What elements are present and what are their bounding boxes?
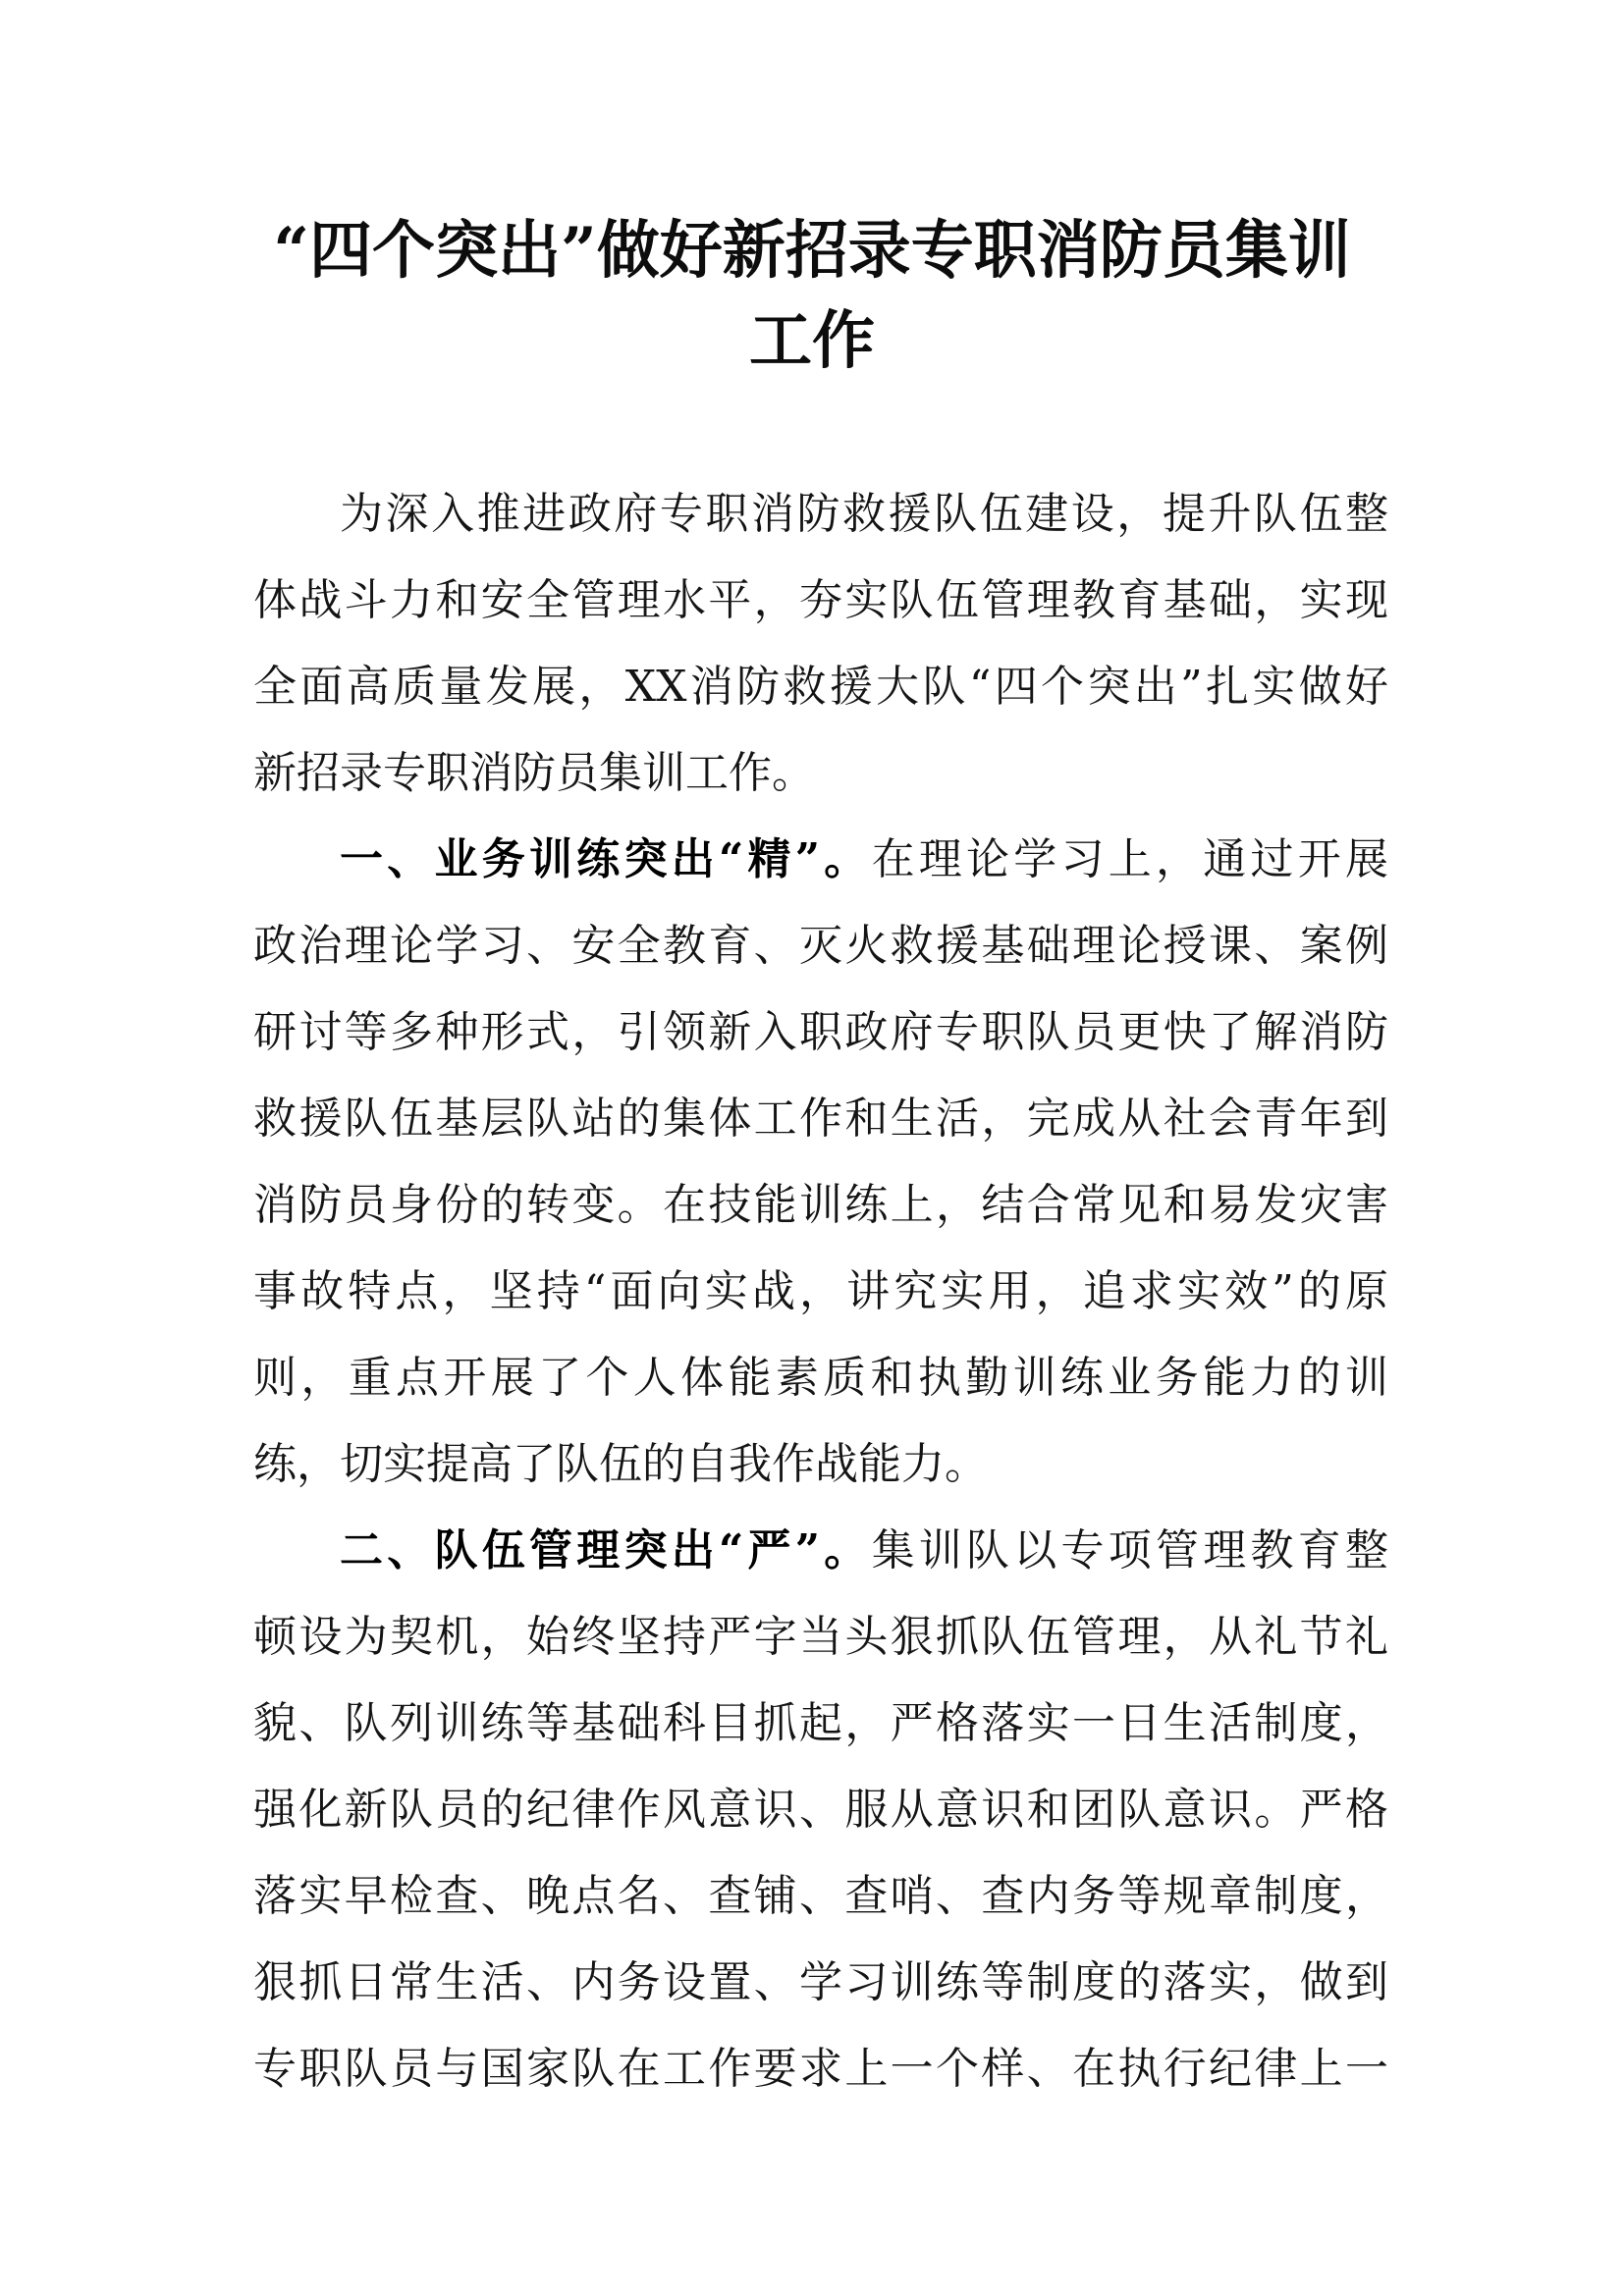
intro-line: 新招录专职消防员集训工作。 (253, 748, 815, 798)
section-1-line: 在理论学习上，通过开展 (871, 834, 1389, 884)
section-1-line: 政治理论学习、安全教育、灭火救援基础理论授课、案例 (253, 921, 1388, 971)
section-2-line: 集训队以专项管理教育整 (871, 1525, 1389, 1575)
document-title: “四个突出”做好新招录专职消防员集训 (273, 214, 1351, 288)
section-2-line: 强化新队员的纪律作风意识、服从意识和团队意识。严格 (253, 1785, 1388, 1835)
section-1-first-line (253, 817, 1388, 903)
section-2-heading: 二、队伍管理突出“严”。 (340, 1525, 872, 1575)
section-1-line: 消防员身份的转变。在技能训练上，结合常见和易发灾害 (253, 1180, 1388, 1230)
section-2-first-line (253, 1508, 1388, 1594)
section-1-line: 事故特点，坚持“面向实战，讲究实用，追求实效”的原 (253, 1266, 1388, 1316)
document-body (253, 471, 1388, 2112)
section-2-line: 貌、队列训练等基础科目抓起，严格落实一日生活制度， (253, 1698, 1388, 1748)
section-1-line: 研讨等多种形式，引领新入职政府专职队员更快了解消防 (253, 1007, 1388, 1057)
section-1-line: 练，切实提高了队伍的自我作战能力。 (253, 1439, 988, 1489)
intro-paragraph (253, 471, 1388, 817)
section-1-line: 救援队伍基层队站的集体工作和生活，完成从社会青年到 (253, 1094, 1388, 1144)
section-1-paragraph (253, 817, 1388, 1508)
section-1-heading: 一、业务训练突出“精”。 (340, 834, 872, 884)
intro-line: 为深入推进政府专职消防救援队伍建设，提升队伍整 (340, 489, 1388, 539)
section-2-paragraph (253, 1508, 1388, 2112)
section-1-line: 则，重点开展了个人体能素质和执勤训练业务能力的训 (253, 1353, 1388, 1403)
intro-line: 体战斗力和安全管理水平，夯实队伍管理教育基础，实现 (253, 575, 1388, 625)
section-2-line: 狠抓日常生活、内务设置、学习训练等制度的落实，做到 (253, 1957, 1388, 2007)
section-2-line: 顿设为契机，始终坚持严字当头狠抓队伍管理，从礼节礼 (253, 1612, 1388, 1662)
section-2-line: 落实早检查、晚点名、查铺、查哨、查内务等规章制度， (253, 1871, 1388, 1921)
section-2-line: 专职队员与国家队在工作要求上一个样、在执行纪律上一 (253, 2044, 1388, 2094)
intro-line: 全面高质量发展，XX消防救援大队“四个突出”扎实做好 (253, 662, 1388, 712)
document-title-continued: 工作 (749, 304, 875, 378)
